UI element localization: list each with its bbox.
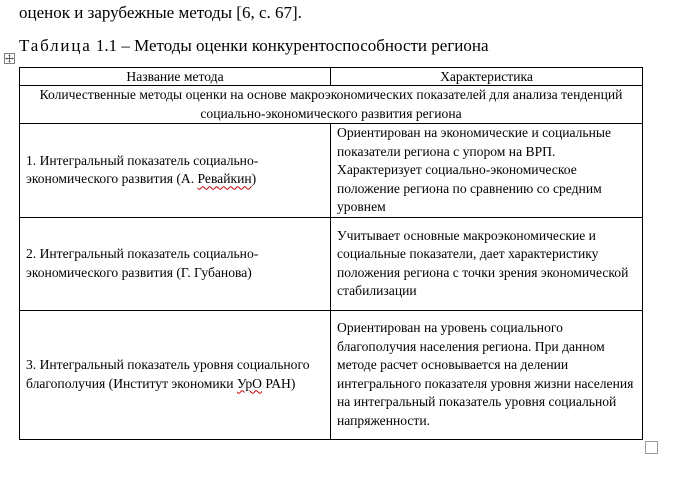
method-name-cell [20,217,331,310]
spellcheck-marked-word: Ревайкин [197,171,252,187]
caption-title: 1.1 – Методы оценки конкурентоспособности региона [91,36,489,55]
header-characteristic: Характеристика [331,68,643,86]
table-move-handle[interactable] [4,53,15,64]
table-header-row [20,68,643,86]
method-description-cell: Учитывает основные макроэкономические и социальные показатели, дает характеристику положения региона с точки зрения экономической стабилизации [331,217,643,310]
table-group-row [20,86,643,124]
method-name-cell [20,310,331,439]
method-name-suffix: РАН) [262,375,296,391]
table-row [20,124,643,218]
method-description-cell: Ориентирован на уровень социального благополучия населения региона. При данном методе расчет основывается на делении интегрального показателя уровня жизни населения на интегральный показатель уровня социальной напряженности. [331,310,643,439]
method-description-cell: Ориентирован на экономические и социальные показатели региона с упором на ВРП. Характеризует социально-экономическое положение региона по сравнению со средним уровнем [331,124,643,218]
intro-paragraph: оценок и зарубежные методы [6, с. 67]. [19,3,302,22]
method-name-cell [20,124,331,218]
table-row [20,310,643,439]
group-title: Количественные методы оценки на основе макроэкономических показателей для анализа тенденций социально-экономического развития региона [20,86,643,124]
method-name-text: 1. Интегральный показатель социально-экономического развития (А. [26,152,259,187]
method-name-text: 3. Интегральный показатель уровня социального благополучия (Институт экономики [26,357,310,391]
header-method-name: Название метода [20,68,331,86]
table-caption [19,35,489,57]
method-name-text: 2. Интегральный показатель социально-экономического развития (Г. Губанова) [26,246,259,280]
move-arrows-icon [5,54,14,63]
method-name-suffix: ) [251,171,257,187]
spellcheck-marked-word: УрО [236,375,262,391]
caption-label: Таблица [19,36,92,55]
table-resize-handle[interactable] [645,441,658,454]
table-row [20,217,643,310]
methods-table [19,67,643,440]
